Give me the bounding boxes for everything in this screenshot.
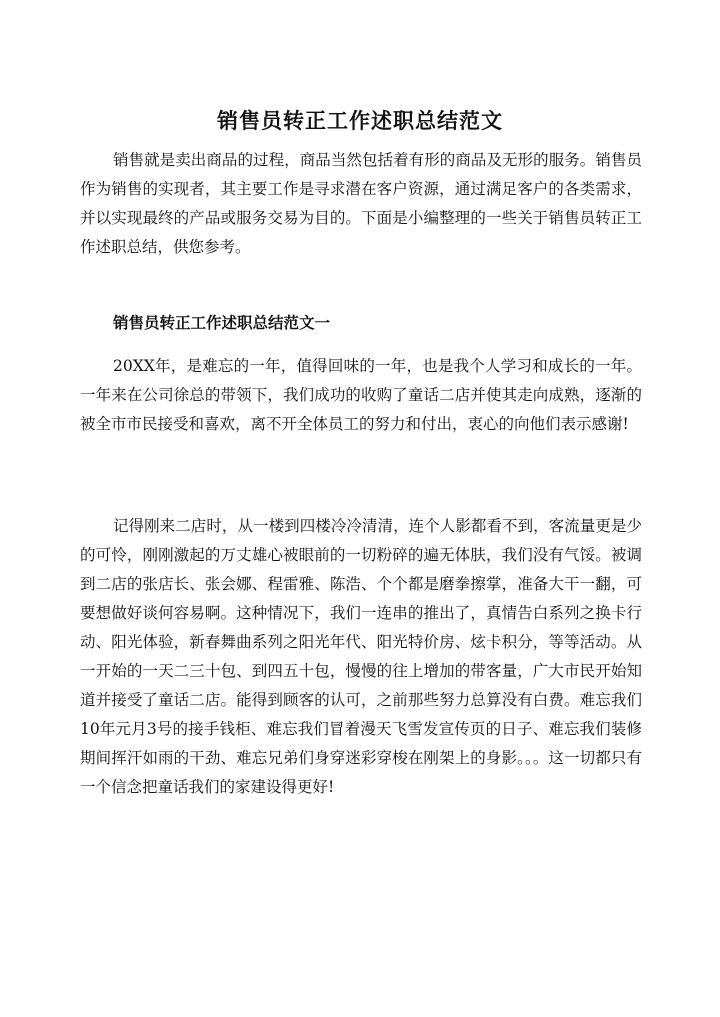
- section-heading: 销售员转正工作述职总结范文一: [113, 314, 331, 332]
- body-paragraph-1: 20XX年，是难忘的一年，值得回味的一年，也是我个人学习和成长的一年。一年来在公司徐总的带领下，我们成功的收购了童话二店并使其走向成熟，逐渐的被全市市民接受和喜欢，离不开全体员工的努力和付出，衷心的向他们表示感谢!: [80, 357, 642, 433]
- document-title: 销售员转正工作述职总结范文: [217, 109, 503, 134]
- intro-paragraph: 销售就是卖出商品的过程，商品当然包括着有形的商品及无形的服务。销售员作为销售的实现者，其主要工作是寻求潜在客户资源，通过满足客户的各类需求，并以实现最终的产品或服务交易为目的。下面是小编整理的一些关于销售员转正工作述职总结，供您参考。: [80, 151, 642, 256]
- body-paragraph-2: 记得刚来二店时，从一楼到四楼冷冷清清，连个人影都看不到，客流量更是少的可怜，刚刚激起的万丈雄心被眼前的一切粉碎的遍无体肤，我们没有气馁。被调到二店的张店长、张会娜、程雷雅、陈浩、个个都是磨拳擦掌，准备大干一翻，可要想做好谈何容易啊。这种情况下，我们一连串的推出了，真情告白系列之换卡行动、阳光体验，新春舞曲系列之阳光年代、阳光特价房、炫卡积分，等等活动。从一开始的一天二三十包、到四五十包，慢慢的往上增加的带客量，广大市民开始知道并接受了童话二店。能得到顾客的认可，之前那些努力总算没有白费。难忘我们10年元月3号的接手钱柜、难忘我们冒着漫天飞雪发宣传页的日子、难忘我们装修期间挥汗如雨的干劲、难忘兄弟们身穿迷彩穿梭在刚架上的身影。。。这一切都只有一个信念把童话我们的家建设得更好!: [80, 517, 642, 796]
